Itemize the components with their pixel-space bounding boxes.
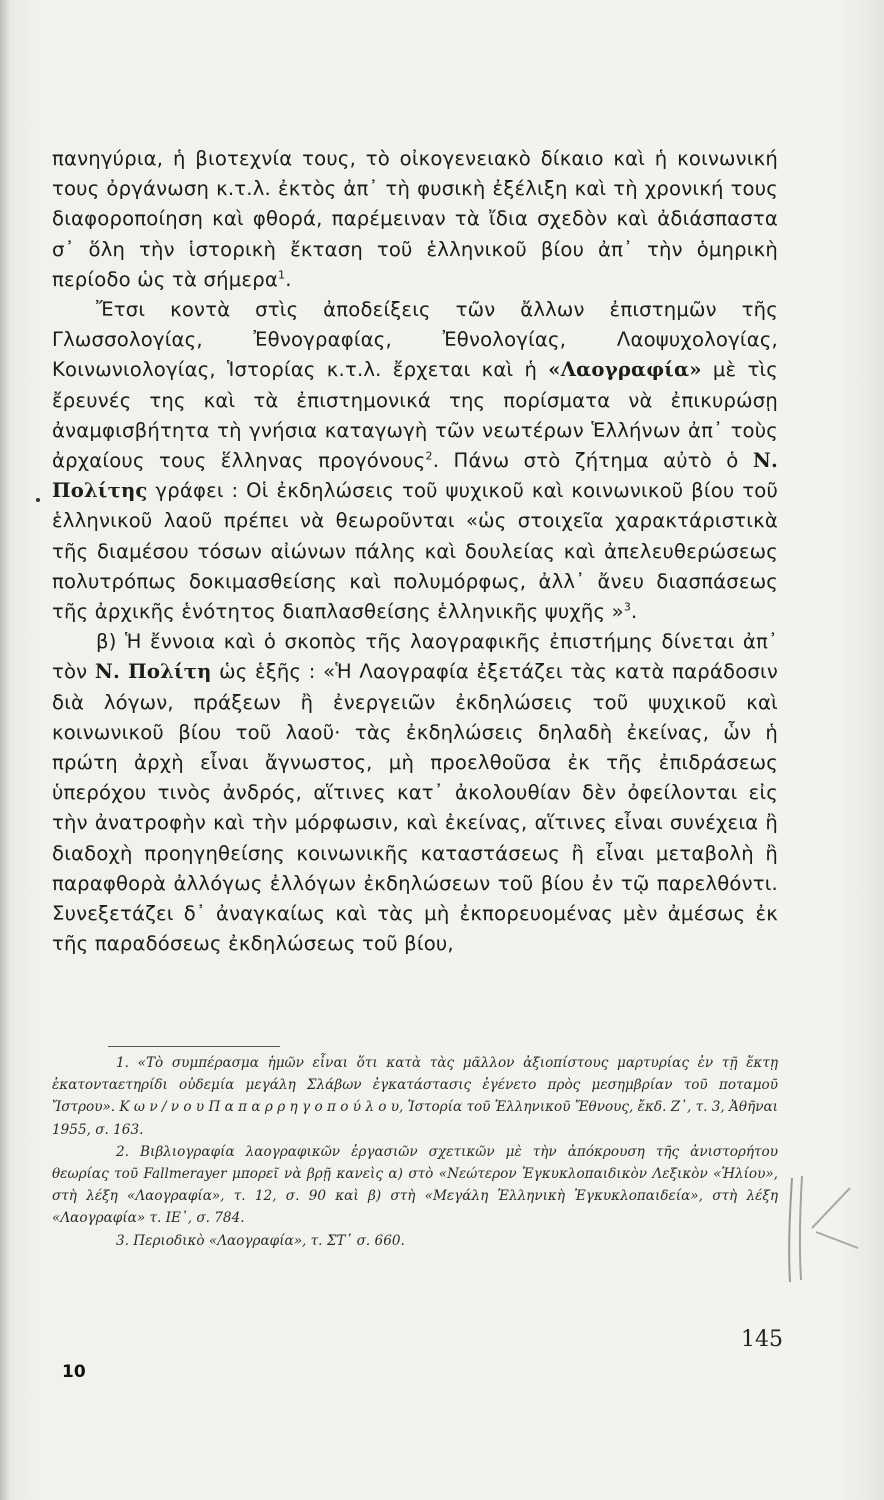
- author-name-politis: Ν. Πολίτης: [52, 449, 778, 503]
- footnote-1: 1. «Τὸ συμπέρασμα ἡμῶν εἶναι ὅτι κατὰ τὰς μᾶλλον ἀξιοπίστους μαρτυρίας ἐν τῇ ἕκτῃ ἑκατονταετηρίδι οὐδεμία μεγάλη Σλάβων ἐγκατάστασις ἐγένετο πρὸς μεσημβρίαν τοῦ ποταμοῦ Ἴστρου». Κ ω ν / ν ο υ Π α π α ρ ρ η γ ο π ο ύ λ ο υ, Ἱστορία τοῦ Ἑλληνικοῦ Ἔθνους, ἔκδ. Ζ᾽, τ. 3, Ἀθῆναι 1955, σ. 163.: [52, 1055, 778, 1138]
- footnote-ref-3: 3: [623, 600, 632, 614]
- footnote-ref-2: 2: [425, 449, 433, 463]
- page-number: 145: [741, 1327, 783, 1352]
- folio-number: 10: [62, 1362, 86, 1382]
- footnote-separator: [108, 1046, 280, 1047]
- pencil-margin-mark: [770, 1170, 870, 1290]
- paragraph-2: Ἔτσι κοντὰ στὶς ἀποδείξεις τῶν ἄλλων ἐπιστημῶν τῆς Γλωσσολογίας, Ἐθνογραφίας, Ἐθνολογίας, Λαοψυχολογίας, Κοινωνιολογίας, Ἱστορίας κ.τ.λ. ἔρχεται καὶ ἡ «Λαογραφία» μὲ τὶς ἔρευνές της καὶ τὰ ἐπιστημονικά της πορίσματα νὰ ἐπικυρώσῃ ἀναμφισβήτητα τὴ γνήσια καταγωγὴ τῶν νεωτέρων Ἑλλήνων ἀπ᾽ τοὺς ἀρχαίους τους ἕλληνας προγόνους$^2$. Πάνω στὸ ζήτημα αὐτὸ ὁ Ν. Πολίτης γράφει : Οἱ ἐκδηλώσεις τοῦ ψυχικοῦ καὶ κοινωνικοῦ βίου τοῦ ἑλληνικοῦ λαοῦ πρέπει νὰ θεωροῦνται «ὡς στοιχεῖα χαρακτάριστικὰ τῆς διαμέσου τόσων αἰώνων πάλης καὶ δουλείας καὶ ἀπελευθερώσεως πολυτρόπως δοκιμασθείσης καὶ πολυμόρφως, ἀλλ᾽ ἄνευ διασπάσεως τῆς ἀρχικῆς ἑνότητος διαπλασθείσης ἑλληνικῆς ψυχῆς »$^3$.: [52, 298, 778, 624]
- paragraph-3: β) Ἡ ἔννοια καὶ ὁ σκοπὸς τῆς λαογραφικῆς ἐπιστήμης δίνεται ἀπ᾽ τὸν Ν. Πολίτη ὡς ἑξῆς : «Ἡ Λαογραφία ἐξετάζει τὰς κατὰ παράδοσιν διὰ λόγων, πράξεων ἢ ἐνεργειῶν ἐκδηλώσεις τοῦ ψυχικοῦ καὶ κοινωνικοῦ βίου τοῦ λαοῦ· τὰς ἐκδηλώσεις δηλαδὴ ἐκείνας, ὧν ἡ πρώτη ἀρχὴ εἶναι ἄγνωστος, μὴ προελθοῦσα ἐκ τῆς ἐπιδράσεως ὑπερόχου τινὸς ἀνδρός, αἵτινες κατ᾽ ἀκολουθίαν δὲν ὀφείλονται εἰς τὴν ἀνατροφὴν καὶ τὴν μόρφωσιν, καὶ ἐκείνας, αἵτινες εἶναι συνέχεια ἢ διαδοχὴ προηγηθείσης κοινωνικῆς καταστάσεως ἢ εἶναι μεταβολὴ ἢ παραφθορὰ ἀλλόγως ἐλλόγων ἐκδηλώσεων τοῦ βίου ἐν τῷ παρελθόντι. Συνεξετάζει δ᾽ ἀναγκαίως καὶ τὰς μὴ ἐκπορευομένας μὲν ἀμέσως ἐκ τῆς παραδόσεως ἐκδηλώσεως τοῦ βίου,: [52, 630, 778, 956]
- paragraph-1: πανηγύρια, ἡ βιοτεχνία τους, τὸ οἰκογενειακὸ δίκαιο καὶ ἡ κοινωνική τους ὀργάνωση κ.τ.λ. ἐκτὸς ἀπ᾽ τὴ φυσικὴ ἐξέλιξη καὶ τὴ χρονική τους διαφοροποίηση καὶ φθορά, παρέμειναν τὰ ἴδια σχεδὸν καὶ ἀδιάσπαστα σ᾽ ὅλη τὴν ἱστορικὴ ἔκταση τοῦ ἑλληνικοῦ βίου ἀπ᾽ τὴν ὁμηρικὴ περίοδο ὡς τὰ σήμερα$^1$.: [52, 147, 778, 291]
- footnote-3: 3. Περιοδικὸ «Λαογραφία», τ. ΣΤ᾽ σ. 660.: [116, 1232, 405, 1249]
- main-text: [52, 144, 778, 959]
- footnote-ref-1: 1: [277, 268, 286, 282]
- page-edge-shadow: [0, 0, 10, 1500]
- laografia-term: «Λαογραφία»: [548, 358, 702, 382]
- footnote-2: 2. Βιβλιογραφία λαογραφικῶν ἐργασιῶν σχετικῶν μὲ τὴν ἀπόκρουση τῆς ἀνιστορήτου θεωρίας τοῦ Fallmerayer μπορεῖ νὰ βρῇ κανεὶς α) στὸ «Νεώτερον Ἐγκυκλοπαιδικὸν Λεξικὸν «Ἡλίου», στὴ λέξη «Λαογραφία», τ. 12, σ. 90 καὶ β) στὴ «Μεγάλη Ἑλληνικὴ Ἐγκυκλοπαιδεία», στὴ λέξη «Λαογραφία» τ. ΙΕ᾽, σ. 784.: [52, 1143, 778, 1227]
- ink-speck: [36, 498, 40, 502]
- footnotes: [52, 1052, 778, 1252]
- author-name-politi: Ν. Πολίτη: [94, 660, 212, 684]
